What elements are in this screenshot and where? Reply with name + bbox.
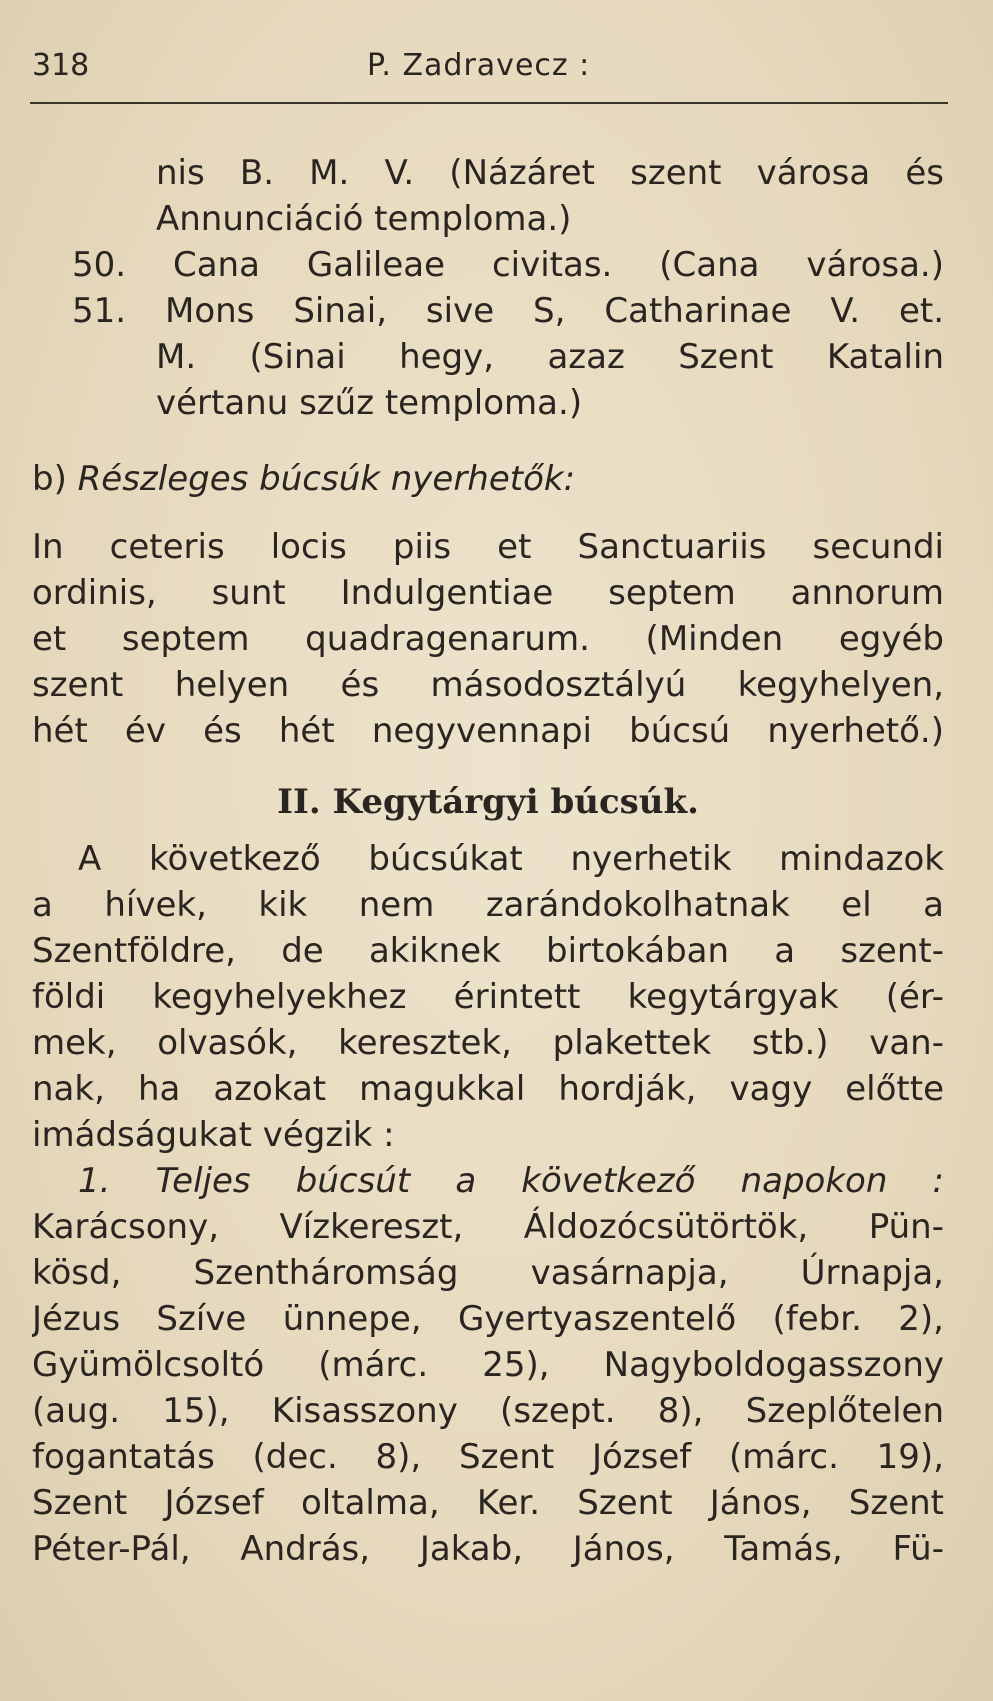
text-line: földi kegyhelyekhez érintett kegytárgyak (ér- (32, 977, 944, 1017)
text-line: a hívek, kik nem zarándokolhatnak el a (32, 885, 944, 925)
text-line: M. (Sinai hegy, azaz Szent Katalin (156, 337, 944, 377)
subsection-label: b) (32, 459, 67, 499)
subsection-title: Részleges búcsúk nyerhetők: (77, 459, 576, 499)
text-line: Jézus Szíve ünnepe, Gyertyaszentelő (febr. 2), (32, 1299, 944, 1339)
text-line: 51. Mons Sinai, sive S, Catharinae V. et. (72, 291, 944, 331)
text-line: kösd, Szentháromság vasárnapja, Úrnapja, (32, 1253, 944, 1293)
text-line: Annunciáció temploma.) (156, 199, 572, 239)
text-line: vértanu szűz temploma.) (156, 383, 583, 423)
text-line: In ceteris locis piis et Sanctuariis secundi (32, 527, 944, 567)
text-line: mek, olvasók, keresztek, plakettek stb.) van- (32, 1023, 944, 1063)
text-line: nis B. M. V. (Názáret szent városa és (156, 153, 944, 193)
page-header (32, 48, 942, 88)
text-line: A következő búcsúkat nyerhetik mindazok (78, 839, 944, 879)
item-title: 1. Teljes búcsút a következő napokon : (78, 1161, 944, 1201)
text-line: ordinis, sunt Indulgentiae septem annorum (32, 573, 944, 613)
text-line: szent helyen és másodosztályú kegyhelyen, (32, 665, 944, 705)
text-line: Péter-Pál, András, Jakab, János, Tamás, Fü- (32, 1529, 944, 1569)
text-line: et septem quadragenarum. (Minden egyéb (32, 619, 944, 659)
page-number: 318 (32, 48, 90, 83)
text-line: Karácsony, Vízkereszt, Áldozócsütörtök, Pün- (32, 1207, 944, 1247)
text-line: (aug. 15), Kisasszony (szept. 8), Szeplőtelen (32, 1391, 944, 1431)
text-line: fogantatás (dec. 8), Szent József (márc. 19), (32, 1437, 944, 1477)
text-line: Szent József oltalma, Ker. Szent János, Szent (32, 1483, 944, 1523)
text-line: Szentföldre, de akiknek birtokában a szent- (32, 931, 944, 971)
text-line: hét év és hét negyvennapi búcsú nyerhető.) (32, 711, 944, 751)
body-text (32, 150, 944, 1572)
running-head: P. Zadravecz : (367, 48, 591, 83)
header-rule (30, 102, 948, 104)
text-line: 50. Cana Galileae civitas. (Cana városa.) (72, 245, 944, 285)
section-heading: II. Kegytárgyi búcsúk. (277, 782, 699, 822)
subsection-heading (32, 456, 944, 502)
text-line: nak, ha azokat magukkal hordják, vagy előtte (32, 1069, 944, 1109)
text-line: imádságukat végzik : (32, 1115, 395, 1155)
text-line: Gyümölcsoltó (márc. 25), Nagyboldogasszony (32, 1345, 944, 1385)
